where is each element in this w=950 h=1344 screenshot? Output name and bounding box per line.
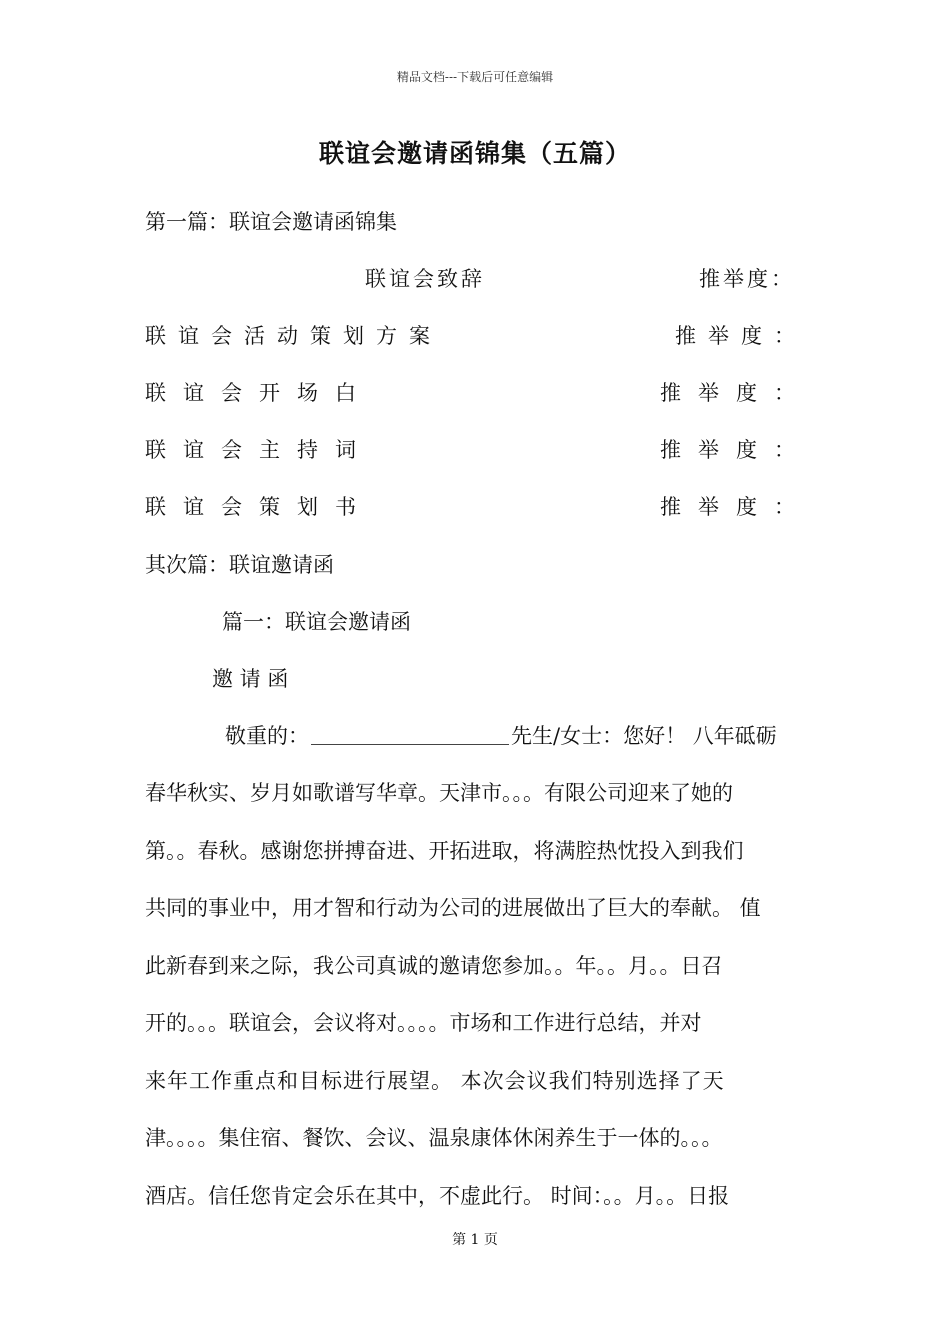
body-line: 津。。。。集住宿、餐饮、会议、温泉康体休闲养生于一体的。。。 bbox=[145, 1126, 723, 1150]
toc-entry-rating: 推举度： bbox=[660, 381, 812, 405]
toc-entry bbox=[145, 435, 812, 465]
body-line: 第。。春秋。感谢您拼搏奋进、开拓进取，将满腔热忱投入到我们 bbox=[145, 838, 744, 863]
body-line: 酒店。信任您肯定会乐在其中，不虚此行。 时间：。。月。。日报 bbox=[145, 1183, 730, 1208]
greeting-prefix: 敬重的： bbox=[225, 724, 309, 748]
toc-entry-rating: 推举度： bbox=[660, 438, 812, 462]
section-heading-1: 第一篇：联谊会邀请函锦集 bbox=[145, 210, 397, 234]
toc-entry-label: 联谊会活动策划方案 bbox=[145, 324, 442, 348]
document-title: 联谊会邀请函锦集（五篇） bbox=[318, 139, 631, 168]
page-header-note: 精品文档---下载后可任意编辑 bbox=[396, 70, 554, 84]
toc-entry bbox=[145, 264, 795, 294]
body-line: 来年工作重点和目标进行展望。 本次会议我们特别选择了天 bbox=[145, 1068, 725, 1093]
invitation-body bbox=[145, 778, 835, 1238]
greeting-line bbox=[225, 721, 777, 751]
section-heading-2: 其次篇：联谊邀请函 bbox=[145, 553, 334, 577]
body-line: 此新春到来之际，我公司真诚的邀请您参加。。年。。月。。日召 bbox=[145, 953, 723, 978]
body-line: 春华秋实、岁月如歌谱写华章。天津市。。。有限公司迎来了她的 bbox=[145, 781, 733, 805]
invite-heading: 邀 请 函 bbox=[212, 667, 289, 691]
greeting-suffix: 先生/女士：您好！ 八年砥砺 bbox=[511, 724, 777, 748]
name-blank bbox=[311, 726, 509, 745]
toc-entry-label: 联谊会主持词 bbox=[145, 438, 373, 462]
toc-entry-label: 联谊会开场白 bbox=[145, 381, 373, 405]
toc-entry-rating: 推举度： bbox=[699, 267, 795, 291]
body-line: 开的。。。联谊会，会议将对。。。。市场和工作进行总结，并对 bbox=[145, 1011, 702, 1035]
toc-entry bbox=[145, 378, 812, 408]
toc-entry-label: 联谊会致辞 bbox=[365, 267, 485, 291]
toc-entry-label: 联谊会策划书 bbox=[145, 495, 373, 519]
page-number: 第 1 页 bbox=[452, 1232, 498, 1248]
sub-heading: 篇一：联谊会邀请函 bbox=[222, 610, 411, 634]
toc-entry bbox=[145, 492, 812, 522]
toc-entry bbox=[145, 321, 807, 351]
body-line: 共同的事业中，用才智和行动为公司的进展做出了巨大的奉献。 值 bbox=[145, 896, 761, 920]
toc-entry-rating: 推举度： bbox=[675, 324, 807, 348]
toc-entry-rating: 推举度： bbox=[660, 495, 812, 519]
